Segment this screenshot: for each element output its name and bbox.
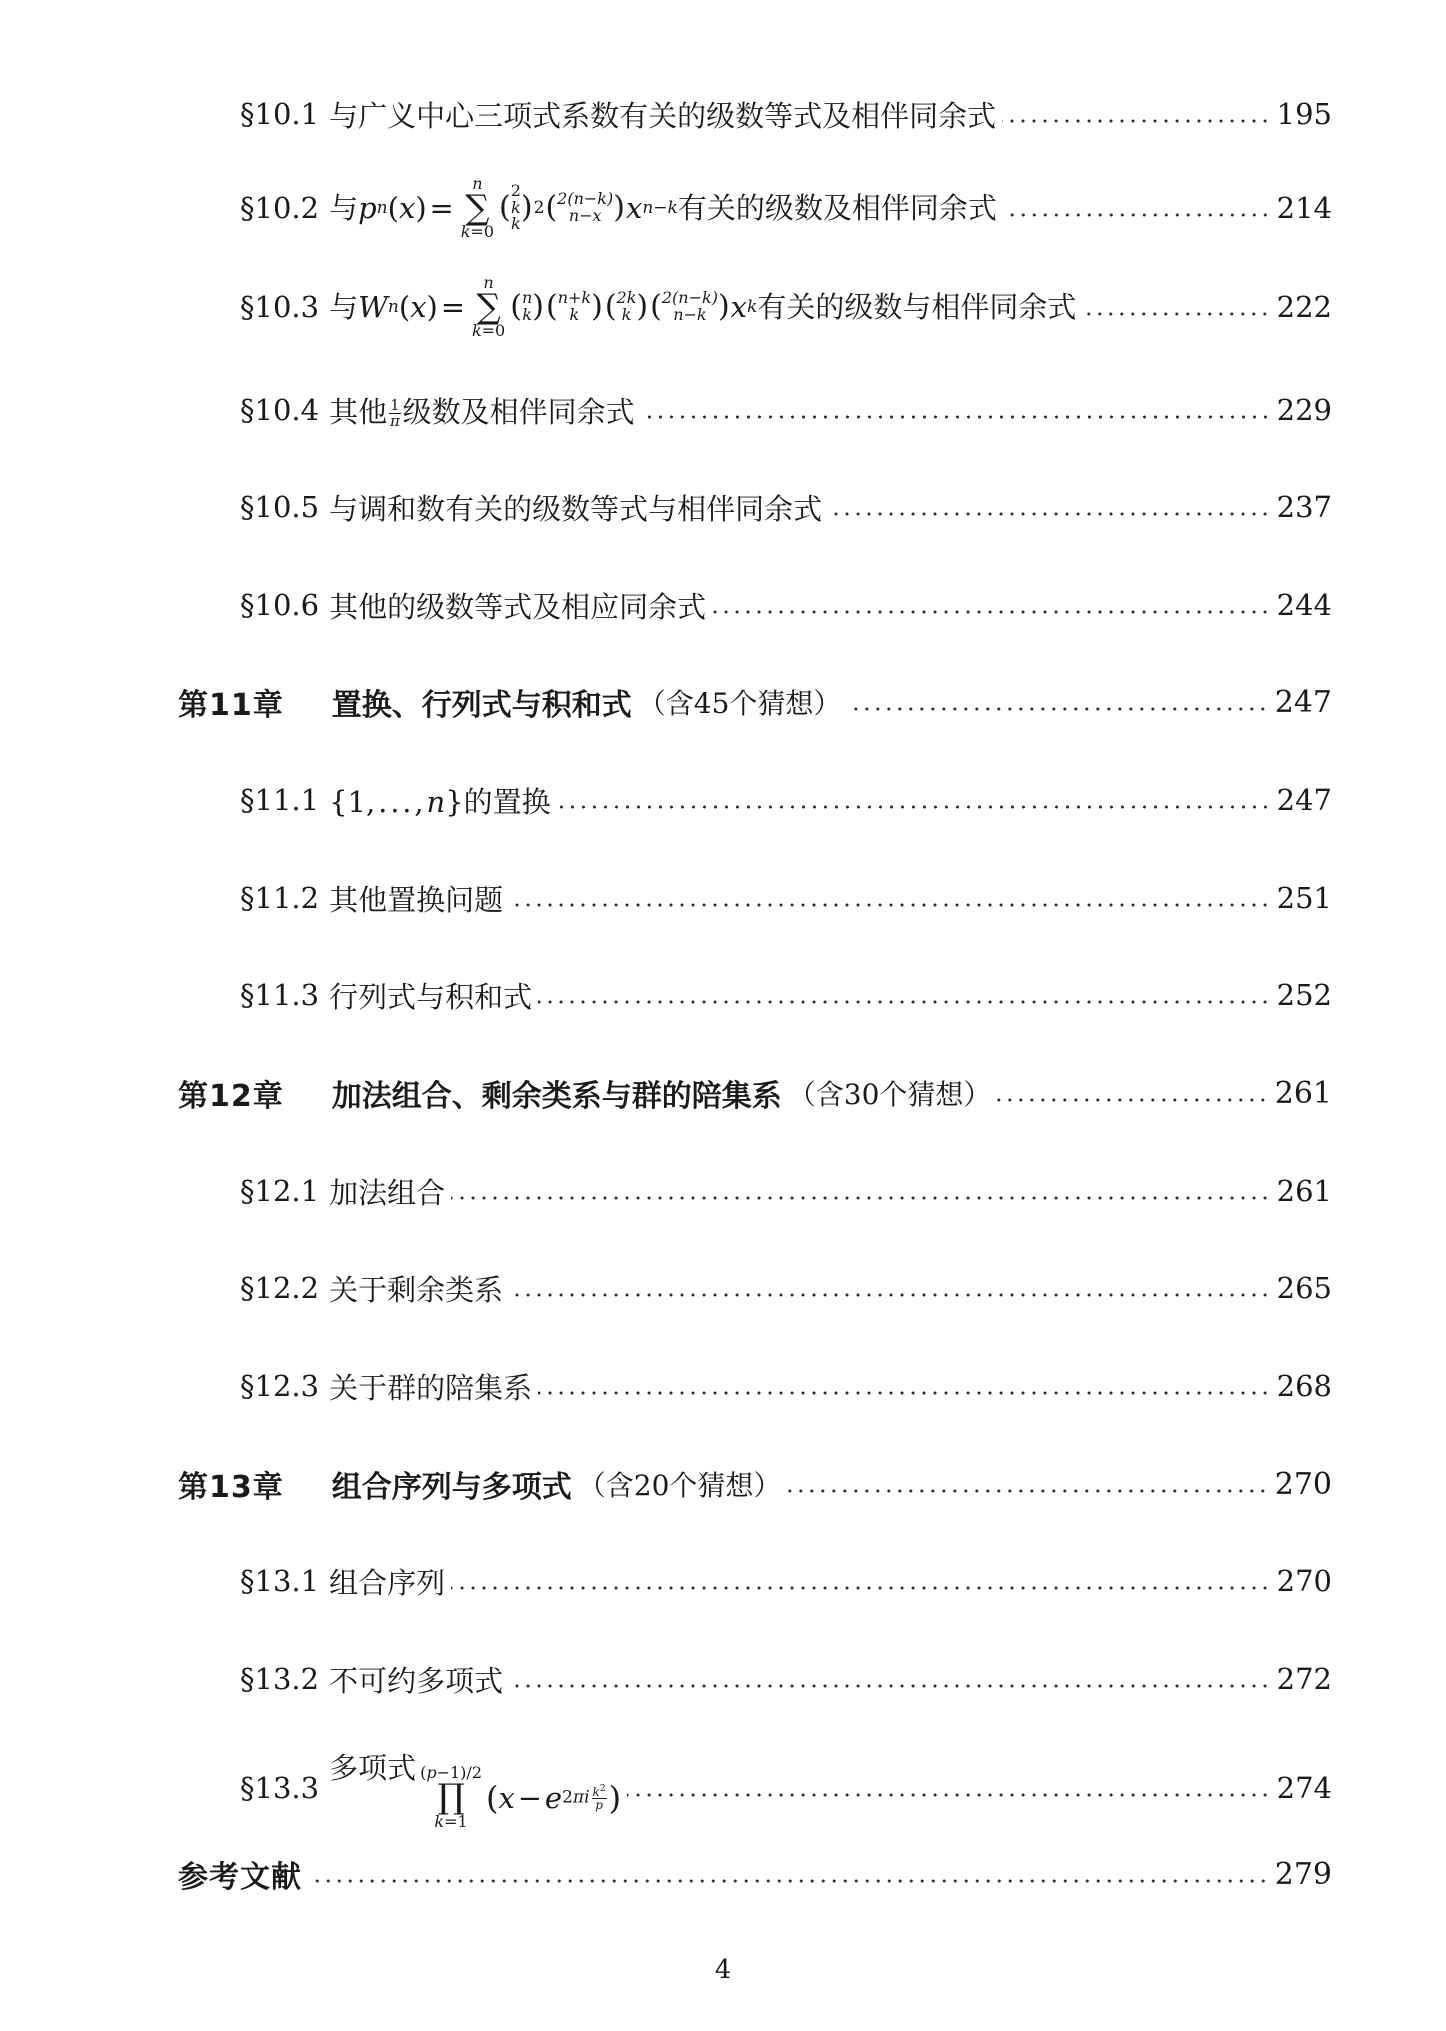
formula-one-over-pi: $\frac{1}{\pi}$: [389, 396, 400, 430]
page-number: 270: [1276, 1564, 1332, 1598]
chapter-note: （含20个猜想）: [577, 1469, 782, 1502]
section-title: 其他置换问题: [329, 882, 504, 917]
formula-set: {1, . . . , n }: [329, 784, 464, 819]
section-number: §13.3: [240, 1771, 320, 1805]
dot-leader: [538, 999, 1271, 1005]
toc-chapter-12[interactable]: [178, 1063, 1332, 1123]
page-number: 195: [1276, 97, 1332, 131]
toc-entry-10-3[interactable]: [240, 272, 1332, 341]
section-title: 与广义中心三项式系数有关的级数等式及相伴同余式: [329, 98, 997, 133]
dot-leader: [451, 1585, 1271, 1591]
toc-chapter-13[interactable]: [178, 1454, 1332, 1514]
page-number: 251: [1276, 881, 1332, 915]
sum-symbol: n ∑ k=0: [460, 173, 494, 242]
section-title: 其他的级数等式及相应同余式: [329, 589, 707, 624]
section-title: 关于剩余类系: [329, 1272, 504, 1307]
section-title: 组合序列: [329, 1565, 446, 1600]
chapter-title: 加法组合、剩余类系与群的陪集系: [331, 1079, 782, 1114]
chapter-note: （含45个猜想）: [637, 687, 842, 720]
toc-entry-10-4[interactable]: [240, 380, 1332, 440]
section-title: {1, . . . , n } 的置换: [329, 784, 551, 819]
chapter-number: 第12章: [178, 1079, 284, 1114]
toc-entry-11-2[interactable]: [240, 868, 1332, 928]
sum-symbol: n ∑ k=0: [471, 272, 506, 341]
page-number: 244: [1276, 588, 1332, 622]
dot-leader: [1082, 311, 1270, 317]
dot-leader: [1002, 118, 1271, 124]
dot-leader: [557, 804, 1271, 810]
dot-leader: [847, 706, 1268, 712]
dot-leader: [509, 1683, 1271, 1689]
dot-leader: [997, 1097, 1268, 1103]
section-number: §11.3: [240, 978, 320, 1012]
section-title: 行列式与积和式: [329, 979, 533, 1014]
toc-entry-10-5[interactable]: [240, 477, 1332, 537]
toc-references[interactable]: [178, 1844, 1332, 1904]
dot-leader: [828, 511, 1271, 517]
dot-leader: [509, 902, 1271, 908]
toc-entry-10-2[interactable]: [240, 173, 1332, 242]
section-number: §13.2: [240, 1662, 320, 1696]
dot-leader: [308, 1878, 1269, 1884]
dot-leader: [1003, 212, 1271, 218]
section-number: §12.3: [240, 1369, 320, 1403]
section-title: 关于群的陪集系: [329, 1370, 533, 1405]
page-number: 272: [1276, 1662, 1332, 1696]
section-number: §10.4: [240, 393, 320, 427]
section-number: §10.3: [240, 290, 320, 324]
chapter-title: 组合序列与多项式: [331, 1470, 572, 1505]
toc-entry-12-2[interactable]: [240, 1258, 1332, 1318]
page-footer-number: 4: [714, 1955, 732, 1985]
section-number: §10.1: [240, 97, 320, 131]
formula-pn: p n ( x ) = n ∑ k=0 ( 2 k k ) 2 ( 2(n−k) n−x ) x n−k: [358, 173, 678, 242]
section-number: §10.2: [240, 191, 320, 225]
chapter-note: （含30个猜想）: [787, 1078, 992, 1111]
section-title: 加法组合: [329, 1175, 446, 1210]
section-title: 与W n ( x ) = n ∑ k=0 ( n k ) ( n+k k ) ( 2k k ) ( 2(n−k) n−k ) x k 有关的级数与相伴同余式: [329, 272, 1077, 341]
page-number: 265: [1276, 1271, 1332, 1305]
dot-leader: [641, 414, 1271, 420]
section-number: §12.1: [240, 1174, 320, 1208]
page-number: 222: [1276, 290, 1332, 324]
dot-leader: [627, 1792, 1271, 1798]
toc-entry-11-1[interactable]: [240, 770, 1332, 830]
section-title: 与调和数有关的级数等式与相伴同余式: [329, 491, 823, 526]
page-number: 247: [1276, 783, 1332, 817]
toc-entry-10-6[interactable]: [240, 575, 1332, 635]
section-title: 与p n ( x ) = n ∑ k=0 ( 2 k k ) 2 ( 2(n−k) n−x ) x n−k 有关的级数及相伴同余式: [329, 173, 997, 242]
toc-entry-12-1[interactable]: [240, 1161, 1332, 1221]
section-number: §10.6: [240, 588, 320, 622]
toc-entry-11-3[interactable]: [240, 965, 1332, 1025]
page-number: 229: [1276, 393, 1332, 427]
chapter-title: 置换、行列式与积和式: [331, 688, 632, 723]
dot-leader: [509, 1292, 1271, 1298]
page-number: 247: [1274, 684, 1332, 720]
toc-entry-13-1[interactable]: [240, 1551, 1332, 1611]
chapter-number: 第13章: [178, 1470, 284, 1505]
section-title: 多项式 (p−1)/2 ∏ k=1 ( x − e 2πi $\frac{k^2}{p}$ ): [329, 1751, 622, 1831]
section-title: 不可约多项式: [329, 1663, 504, 1698]
toc-entry-13-3[interactable]: [240, 1751, 1332, 1831]
page-number: 214: [1276, 191, 1332, 225]
toc-chapter-11[interactable]: [178, 672, 1332, 732]
section-number: §13.1: [240, 1564, 320, 1598]
dot-leader: [712, 609, 1271, 615]
page-number: 279: [1274, 1856, 1332, 1892]
section-number: §12.2: [240, 1271, 320, 1305]
page-number: 261: [1274, 1075, 1332, 1111]
page-number: 237: [1276, 490, 1332, 524]
section-title: 其他 $\frac{1}{\pi}$ 级数及相伴同余式: [329, 394, 635, 430]
section-number: §11.1: [240, 783, 320, 817]
toc-entry-10-1[interactable]: [240, 84, 1332, 144]
page-number: 270: [1274, 1466, 1332, 1502]
page-number: 261: [1276, 1174, 1332, 1208]
toc-entry-13-2[interactable]: [240, 1649, 1332, 1709]
section-number: §10.5: [240, 490, 320, 524]
page-number: 268: [1276, 1369, 1332, 1403]
references-label: 参考文献: [178, 1860, 302, 1895]
formula-product: (p−1)/2 ∏ k=1 ( x − e 2πi $\frac{k^2}{p}$ ): [420, 1763, 622, 1831]
page-number: 252: [1276, 978, 1332, 1012]
dot-leader: [787, 1488, 1268, 1494]
product-symbol: (p−1)/2 ∏ k=1: [420, 1763, 482, 1831]
formula-wn: W n ( x ) = n ∑ k=0 ( n k ) ( n+k k ) ( 2k k ) ( 2(n−k) n−k ) x k: [358, 272, 758, 341]
page-number: 274: [1276, 1771, 1332, 1805]
chapter-number: 第11章: [178, 688, 284, 723]
dot-leader: [538, 1390, 1271, 1396]
dot-leader: [451, 1195, 1271, 1201]
toc-entry-12-3[interactable]: [240, 1356, 1332, 1416]
section-number: §11.2: [240, 881, 320, 915]
